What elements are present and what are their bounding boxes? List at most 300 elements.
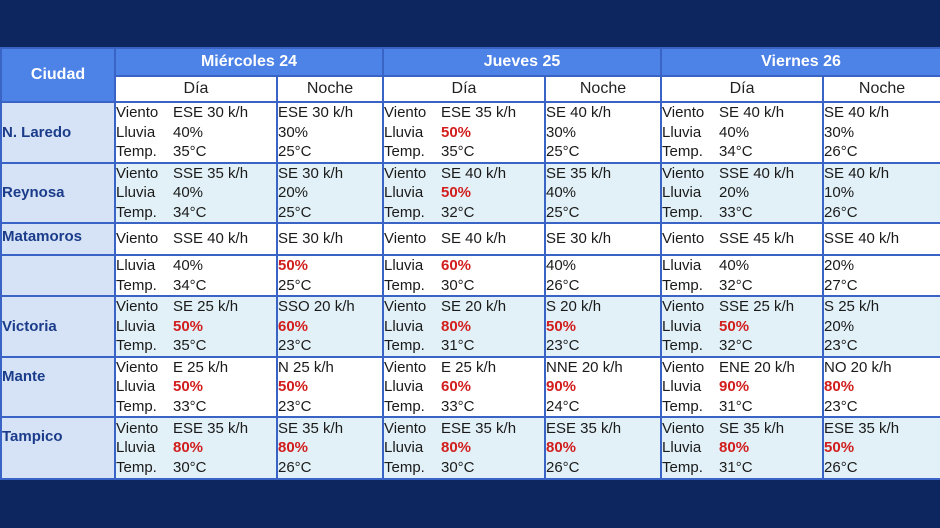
forecast-cell [277, 296, 383, 357]
rain-label: Lluvia [384, 439, 424, 457]
wind-line [824, 103, 940, 123]
temp-line [116, 397, 276, 417]
temp-label: Temp. [116, 458, 157, 476]
wind-value: SE 30 k/h [546, 230, 612, 248]
wind-line [116, 297, 276, 317]
rain-line [278, 377, 382, 397]
temp-label: Temp. [116, 203, 157, 221]
wind-line [662, 164, 822, 184]
forecast-cell [661, 223, 823, 255]
wind-line [662, 229, 822, 249]
rain-value: 60% [441, 378, 472, 395]
temp-line [824, 458, 940, 478]
table-row [1, 163, 940, 224]
temp-value: 26°C [824, 458, 858, 476]
forecast-cell [823, 255, 940, 296]
rain-line [116, 438, 276, 458]
temp-value: 35°C [173, 337, 207, 354]
rain-label: Lluvia [116, 317, 156, 335]
temp-line [384, 203, 544, 223]
rain-label: Lluvia [384, 317, 424, 335]
forecast-cell [661, 296, 823, 357]
table-row [1, 223, 940, 255]
period-header-noche: Noche [545, 76, 661, 102]
forecast-cell [383, 417, 545, 479]
wind-value: SE 30 k/h [278, 164, 344, 182]
wind-value: SSE 35 k/h [173, 164, 249, 182]
rain-value: 20% [719, 184, 750, 201]
rain-line [546, 317, 660, 337]
forecast-cell [277, 102, 383, 163]
temp-value: 25°C [546, 203, 580, 221]
forecast-sheet [0, 47, 940, 477]
wind-value: SE 35 k/h [719, 419, 785, 437]
forecast-cell [383, 102, 545, 163]
wind-value: SE 30 k/h [278, 230, 344, 248]
rain-label: Lluvia [116, 439, 156, 457]
temp-label: Temp. [662, 397, 703, 415]
temp-line [384, 142, 544, 162]
wind-line [384, 297, 544, 317]
wind-line [546, 297, 660, 317]
temp-value: 33°C [719, 203, 753, 221]
wind-value: N 25 k/h [278, 358, 334, 376]
temp-line [824, 336, 940, 356]
temp-line [546, 336, 660, 356]
wind-label: Viento [384, 230, 427, 248]
temp-label: Temp. [384, 397, 425, 415]
wind-value: ESE 35 k/h [441, 419, 517, 437]
wind-line [116, 229, 276, 249]
temp-label: Temp. [384, 143, 425, 160]
rain-label: Lluvia [116, 184, 156, 201]
rain-value: 50% [278, 378, 309, 395]
forecast-cell [823, 296, 940, 357]
rain-value: 20% [824, 257, 855, 274]
forecast-cell [545, 417, 661, 479]
temp-line [116, 276, 276, 296]
rain-value: 50% [173, 317, 204, 335]
forecast-cell [115, 357, 277, 418]
wind-line [546, 164, 660, 184]
wind-label: Viento [662, 104, 705, 121]
temp-line [278, 142, 382, 162]
temp-value: 23°C [278, 337, 312, 354]
forecast-cell [383, 223, 545, 255]
temp-value: 32°C [719, 337, 753, 354]
rain-label: Lluvia [384, 123, 424, 141]
rain-line [824, 438, 940, 458]
wind-line [384, 164, 544, 184]
rain-value: 90% [719, 378, 750, 395]
rain-value: 90% [546, 378, 577, 395]
wind-line [824, 164, 940, 184]
temp-line [116, 336, 276, 356]
temp-line [384, 458, 544, 478]
temp-value: 35°C [173, 143, 207, 160]
wind-value: SSE 40 k/h [173, 230, 249, 248]
rain-value: 40% [546, 257, 577, 274]
forecast-cell [661, 255, 823, 296]
wind-label: Viento [116, 104, 159, 121]
temp-line [824, 142, 940, 162]
temp-label: Temp. [384, 276, 425, 294]
temp-line [116, 203, 276, 223]
temp-label: Temp. [384, 337, 425, 354]
rain-line [384, 317, 544, 337]
forecast-cell [545, 255, 661, 296]
temp-label: Temp. [662, 337, 703, 354]
period-header-noche: Noche [823, 76, 940, 102]
rain-line [662, 183, 822, 203]
rain-line [662, 438, 822, 458]
wind-label: Viento [384, 358, 427, 376]
temp-value: 26°C [546, 458, 580, 476]
forecast-cell [383, 255, 545, 296]
wind-value: NNE 20 k/h [546, 358, 623, 376]
wind-label: Viento [116, 230, 159, 248]
temp-value: 31°C [441, 337, 475, 354]
rain-line [824, 256, 940, 276]
temp-line [546, 203, 660, 223]
wind-line [384, 358, 544, 378]
wind-value: ESE 35 k/h [173, 419, 249, 437]
wind-label: Viento [662, 230, 705, 248]
wind-line [278, 297, 382, 317]
wind-label: Viento [662, 358, 705, 376]
wind-value: SE 40 k/h [441, 230, 507, 248]
forecast-cell [115, 296, 277, 357]
city-name: Tampico [1, 417, 115, 479]
rain-value: 30% [278, 123, 309, 141]
rain-value: 30% [546, 123, 577, 141]
temp-line [824, 397, 940, 417]
wind-value: ESE 35 k/h [546, 419, 622, 437]
rain-value: 50% [441, 123, 472, 141]
wind-label: Viento [662, 298, 705, 315]
temp-value: 32°C [441, 203, 475, 221]
forecast-cell [115, 163, 277, 224]
city-name [1, 255, 115, 296]
wind-line [384, 229, 544, 249]
rain-value: 40% [719, 257, 750, 274]
temp-label: Temp. [384, 458, 425, 476]
temp-value: 25°C [278, 143, 312, 160]
forecast-table [0, 47, 940, 480]
wind-value: SE 35 k/h [546, 164, 612, 182]
temp-value: 31°C [719, 397, 753, 415]
rain-value: 80% [546, 439, 577, 457]
wind-value: NO 20 k/h [824, 358, 892, 376]
wind-line [116, 103, 276, 123]
wind-value: S 20 k/h [546, 298, 602, 315]
city-name: Mante [1, 357, 115, 418]
rain-value: 60% [278, 317, 309, 335]
temp-line [824, 276, 940, 296]
rain-value: 50% [441, 184, 472, 201]
day-header-row [1, 48, 940, 76]
rain-value: 40% [546, 184, 577, 201]
rain-value: 40% [719, 123, 750, 141]
wind-label: Viento [116, 358, 159, 376]
rain-label: Lluvia [116, 378, 156, 395]
forecast-cell [545, 163, 661, 224]
rain-label: Lluvia [662, 184, 702, 201]
forecast-cell [115, 417, 277, 479]
forecast-cell [661, 357, 823, 418]
day-header: Miércoles 24 [115, 48, 383, 76]
rain-line [546, 256, 660, 276]
temp-line [384, 336, 544, 356]
forecast-cell [545, 223, 661, 255]
wind-line [546, 103, 660, 123]
wind-label: Viento [116, 419, 159, 437]
forecast-cell [277, 223, 383, 255]
temp-line [662, 203, 822, 223]
temp-value: 24°C [546, 397, 580, 415]
temp-label: Temp. [116, 276, 157, 294]
temp-line [384, 397, 544, 417]
wind-line [824, 229, 940, 249]
wind-value: SE 40 k/h [824, 164, 890, 182]
rain-value: 50% [546, 317, 577, 335]
day-header: Jueves 25 [383, 48, 661, 76]
rain-line [278, 183, 382, 203]
city-column-header: Ciudad [1, 48, 115, 102]
period-header-dia: Día [661, 76, 823, 102]
temp-line [384, 276, 544, 296]
wind-value: SE 20 k/h [441, 298, 507, 315]
temp-line [278, 203, 382, 223]
rain-line [278, 256, 382, 276]
wind-line [278, 103, 382, 123]
forecast-cell [115, 223, 277, 255]
wind-value: ESE 35 k/h [441, 104, 517, 121]
rain-line [546, 123, 660, 143]
wind-label: Viento [384, 104, 427, 121]
wind-line [824, 297, 940, 317]
rain-line [824, 377, 940, 397]
wind-value: SSE 45 k/h [719, 230, 795, 248]
wind-label: Viento [384, 298, 427, 315]
rain-value: 50% [278, 257, 309, 274]
rain-value: 40% [173, 123, 204, 141]
day-header: Viernes 26 [661, 48, 940, 76]
rain-label: Lluvia [384, 378, 424, 395]
rain-line [278, 123, 382, 143]
temp-value: 26°C [278, 458, 312, 476]
temp-value: 23°C [824, 397, 858, 415]
table-row [1, 357, 940, 418]
rain-line [384, 123, 544, 143]
temp-label: Temp. [116, 143, 157, 160]
wind-value: E 25 k/h [441, 358, 497, 376]
city-name: Matamoros [1, 223, 115, 255]
forecast-cell [545, 357, 661, 418]
wind-line [116, 358, 276, 378]
rain-value: 10% [824, 184, 855, 201]
wind-value: SSE 40 k/h [824, 230, 900, 248]
temp-label: Temp. [662, 203, 703, 221]
temp-value: 26°C [824, 143, 858, 160]
city-name: N. Laredo [1, 102, 115, 163]
forecast-body [1, 102, 940, 479]
rain-line [384, 183, 544, 203]
temp-value: 30°C [441, 276, 475, 294]
rain-line [546, 183, 660, 203]
table-row [1, 255, 940, 296]
city-name: Victoria [1, 296, 115, 357]
wind-value: ENE 20 k/h [719, 358, 795, 376]
period-header-noche: Noche [277, 76, 383, 102]
temp-value: 23°C [546, 337, 580, 354]
wind-line [662, 419, 822, 439]
rain-line [278, 438, 382, 458]
rain-label: Lluvia [662, 317, 702, 335]
wind-line [278, 358, 382, 378]
wind-line [278, 229, 382, 249]
wind-label: Viento [662, 419, 705, 437]
forecast-cell [823, 163, 940, 224]
rain-label: Lluvia [662, 378, 702, 395]
rain-line [116, 317, 276, 337]
forecast-cell [277, 255, 383, 296]
temp-line [824, 203, 940, 223]
rain-value: 40% [173, 184, 204, 201]
temp-value: 25°C [278, 276, 312, 294]
rain-value: 20% [278, 184, 309, 201]
forecast-cell [661, 163, 823, 224]
wind-line [384, 419, 544, 439]
temp-line [278, 458, 382, 478]
rain-label: Lluvia [384, 184, 424, 201]
temp-value: 23°C [824, 337, 858, 354]
temp-line [116, 142, 276, 162]
rain-value: 80% [824, 378, 855, 395]
wind-value: SE 40 k/h [441, 164, 507, 182]
wind-line [116, 419, 276, 439]
wind-label: Viento [384, 419, 427, 437]
forecast-cell [661, 417, 823, 479]
rain-line [116, 377, 276, 397]
wind-line [824, 358, 940, 378]
temp-value: 34°C [719, 143, 753, 160]
temp-value: 26°C [824, 203, 858, 221]
wind-line [546, 358, 660, 378]
wind-value: SE 40 k/h [546, 104, 612, 121]
temp-line [662, 142, 822, 162]
temp-value: 30°C [173, 458, 207, 476]
temp-label: Temp. [662, 458, 703, 476]
wind-label: Viento [116, 164, 159, 182]
rain-value: 80% [278, 439, 309, 457]
wind-line [546, 419, 660, 439]
rain-line [116, 183, 276, 203]
rain-line [116, 123, 276, 143]
forecast-cell [115, 255, 277, 296]
wind-value: SSE 25 k/h [719, 298, 795, 315]
temp-line [278, 276, 382, 296]
period-header-row [1, 76, 940, 102]
table-row [1, 102, 940, 163]
temp-line [662, 458, 822, 478]
forecast-cell [823, 417, 940, 479]
table-row [1, 417, 940, 479]
wind-value: SSO 20 k/h [278, 298, 355, 315]
rain-value: 80% [441, 317, 472, 335]
rain-value: 30% [824, 123, 855, 141]
rain-line [824, 183, 940, 203]
rain-line [662, 256, 822, 276]
rain-line [384, 256, 544, 276]
temp-value: 31°C [719, 458, 753, 476]
rain-value: 50% [719, 317, 750, 335]
wind-line [662, 358, 822, 378]
temp-value: 34°C [173, 276, 207, 294]
temp-label: Temp. [116, 337, 157, 354]
period-header-dia: Día [383, 76, 545, 102]
temp-value: 27°C [824, 276, 858, 294]
forecast-cell [115, 102, 277, 163]
rain-label: Lluvia [662, 257, 702, 274]
forecast-cell [383, 163, 545, 224]
rain-label: Lluvia [384, 257, 424, 274]
temp-value: 33°C [441, 397, 475, 415]
temp-line [546, 142, 660, 162]
temp-line [116, 458, 276, 478]
wind-value: SE 40 k/h [824, 104, 890, 121]
rain-value: 80% [173, 439, 204, 457]
table-row [1, 296, 940, 357]
temp-label: Temp. [384, 203, 425, 221]
rain-value: 20% [824, 317, 855, 335]
rain-line [662, 317, 822, 337]
forecast-cell [277, 163, 383, 224]
temp-value: 23°C [278, 397, 312, 415]
wind-value: SE 35 k/h [278, 419, 344, 437]
forecast-cell [545, 102, 661, 163]
temp-value: 35°C [441, 143, 475, 160]
temp-line [662, 336, 822, 356]
rain-label: Lluvia [662, 123, 702, 141]
temp-line [278, 397, 382, 417]
wind-value: ESE 30 k/h [278, 104, 354, 121]
rain-line [824, 123, 940, 143]
rain-value: 50% [824, 439, 855, 457]
forecast-cell [661, 102, 823, 163]
rain-line [662, 377, 822, 397]
temp-line [546, 458, 660, 478]
wind-value: SSE 40 k/h [719, 164, 795, 182]
wind-label: Viento [384, 164, 427, 182]
rain-line [824, 317, 940, 337]
wind-value: SE 25 k/h [173, 298, 239, 315]
wind-value: S 25 k/h [824, 298, 880, 315]
temp-value: 25°C [278, 203, 312, 221]
rain-line [546, 438, 660, 458]
temp-value: 30°C [441, 458, 475, 476]
rain-label: Lluvia [662, 439, 702, 457]
rain-value: 40% [173, 257, 204, 274]
temp-line [662, 397, 822, 417]
forecast-cell [277, 417, 383, 479]
temp-value: 25°C [546, 143, 580, 160]
temp-value: 32°C [719, 276, 753, 294]
forecast-cell [823, 102, 940, 163]
rain-value: 50% [173, 378, 204, 395]
wind-line [278, 164, 382, 184]
wind-line [662, 103, 822, 123]
